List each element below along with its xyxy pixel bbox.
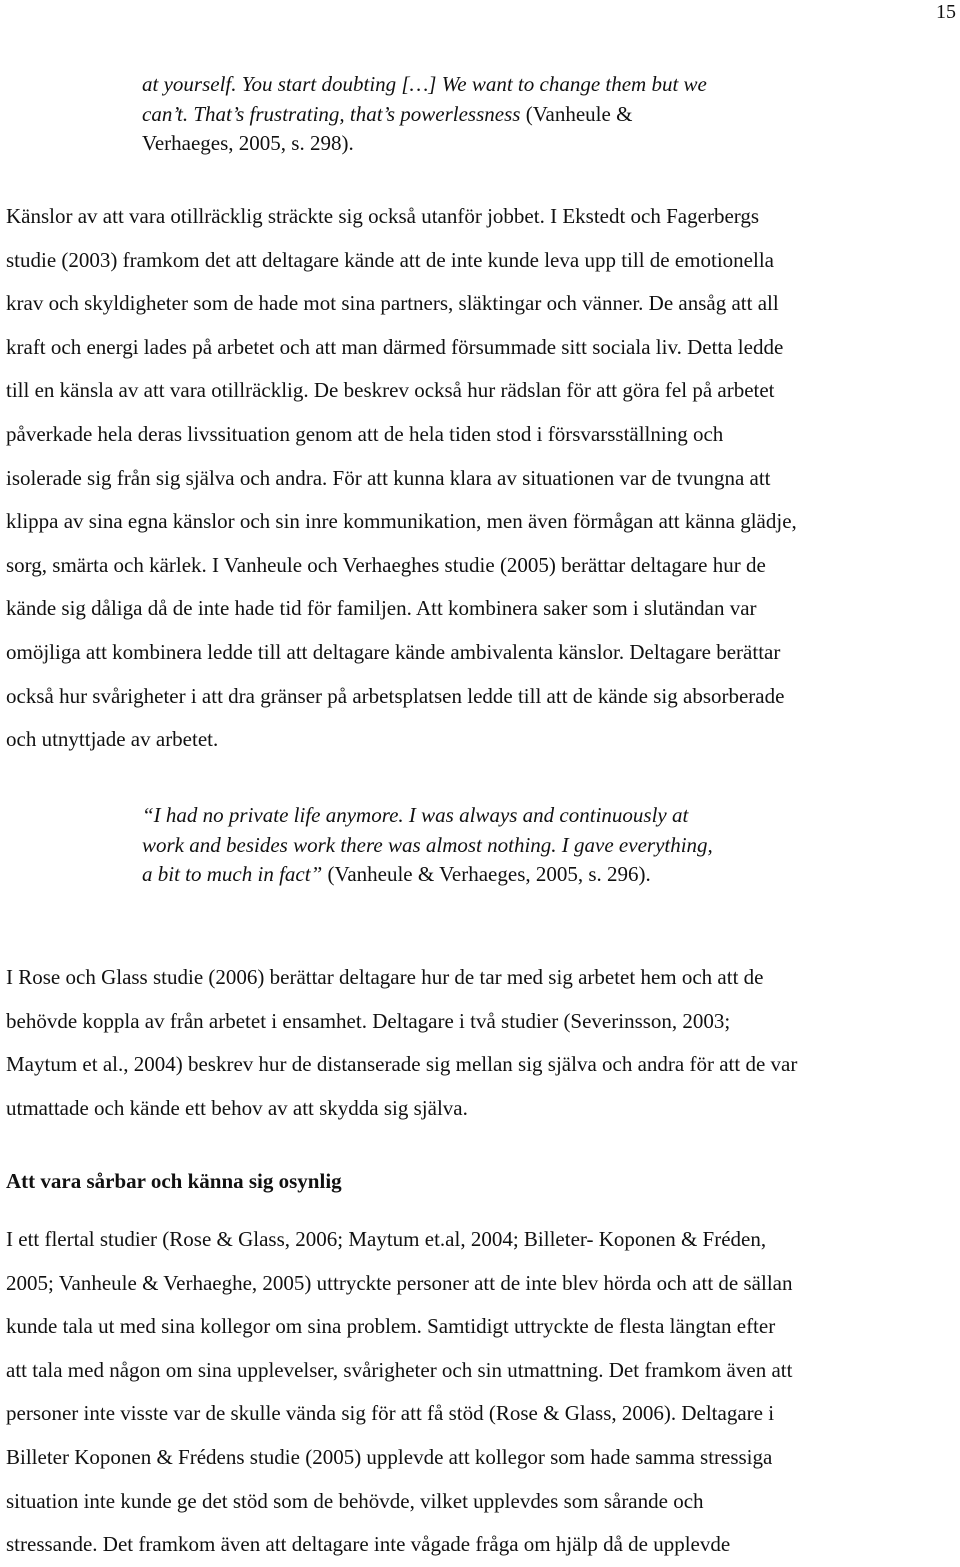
text-line: 2005; Vanheule & Verhaeghe, 2005) uttryckte personer att de inte blev hörda och att de sällan	[6, 1270, 793, 1295]
section-heading: Att vara sårbar och känna sig osynlig	[6, 1169, 342, 1193]
text-line: isolerade sig från sig själva och andra. För att kunna klara av situationen var de tvungna att	[6, 465, 771, 490]
text-line: stressande. Det framkom även att deltagare inte vågade fråga om hjälp då de upplevde	[6, 1532, 731, 1557]
text-line: att tala med någon om sina upplevelser, svårigheter och sin utmattning. Det framkom även att	[6, 1357, 793, 1382]
text-line: personer inte visste var de skulle vända sig för att få stöd (Rose & Glass, 2006). Deltagare i	[6, 1401, 775, 1426]
text-line: kunde tala ut med sina kollegor om sina problem. Samtidigt uttryckte de flesta längtan efter	[6, 1314, 776, 1339]
text-line: sorg, smärta och kärlek. I Vanheule och Verhaeghes studie (2005) berättar deltagare hur de	[6, 552, 766, 577]
text-line: kraft och energi lades på arbetet och att man därmed försummade sitt sociala liv. Detta ledde	[6, 334, 784, 359]
text-line: Känslor av att vara otillräcklig sträckte sig också utanför jobbet. I Ekstedt och Fagerbergs	[6, 204, 760, 228]
text-line: till en känsla av att vara otillräcklig. De beskrev också hur rädslan för att göra fel på arbetet	[6, 378, 775, 403]
text-line: I ett flertal studier (Rose & Glass, 2006; Maytum et.al, 2004; Billeter- Koponen & Fréden,	[6, 1227, 767, 1251]
paragraph-work-at-home	[6, 956, 956, 1130]
text-line: påverkade hela deras livssituation genom att de hela tiden stod i försvarsställning och	[6, 421, 724, 446]
text-line: utmattade och kände ett behov av att skydda sig själva.	[6, 1095, 468, 1120]
block-quote-private-life	[142, 801, 842, 890]
text-line: också hur svårigheter i att dra gränser på arbetsplatsen ledde till att de kände sig absorberade	[6, 683, 785, 708]
text-line: Maytum et al., 2004) beskrev hur de distanserade sig mellan sig själva och andra för att de var	[6, 1052, 798, 1077]
quote-line: can’t. That’s frustrating, that’s powerlessness (Vanheule &	[142, 101, 633, 126]
text-line: studie (2003) framkom det att deltagare kände att de inte kunde leva upp till de emotionella	[6, 247, 774, 272]
quote-line: at yourself. You start doubting […] We want to change them but we	[142, 72, 707, 96]
text-line: och utnyttjade av arbetet.	[6, 727, 219, 752]
page-number: 15	[936, 1, 956, 23]
text-line: situation inte kunde ge det stöd som de behövde, vilket upplevdes som sårande och	[6, 1488, 704, 1513]
text-line: kände sig dåliga då de inte hade tid för familjen. Att kombinera saker som i slutändan var	[6, 596, 757, 621]
paragraph-vulnerable	[6, 1218, 956, 1567]
paragraph-insufficiency	[6, 195, 956, 762]
text-line: krav och skyldigheter som de hade mot sina partners, släktingar och vänner. De ansåg att all	[6, 291, 779, 316]
quote-line: “I had no private life anymore. I was always and continuously at	[142, 803, 689, 827]
text-line: Billeter Koponen & Frédens studie (2005) upplevde att kollegor som hade samma stressiga	[6, 1444, 773, 1469]
text-line: omöjliga att kombinera ledde till att deltagare kände ambivalenta känslor. Deltagare berättar	[6, 639, 781, 664]
quote-line: a bit to much in fact” (Vanheule & Verhaeges, 2005, s. 296).	[142, 862, 651, 886]
block-quote-powerlessness	[142, 70, 842, 159]
quote-citation-line: Verhaeges, 2005, s. 298).	[142, 131, 354, 155]
quote-line: work and besides work there was almost nothing. I gave everything,	[142, 832, 713, 857]
text-line: behövde koppla av från arbetet i ensamhet. Deltagare i två studier (Severinsson, 2003;	[6, 1008, 731, 1033]
text-line: I Rose och Glass studie (2006) berättar deltagare hur de tar med sig arbetet hem och att de	[6, 965, 764, 989]
quote-citation: (Vanheule &	[520, 101, 633, 126]
quote-citation: (Vanheule & Verhaeges, 2005, s. 296).	[322, 862, 651, 886]
text-line: klippa av sina egna känslor och sin inre kommunikation, men även förmågan att känna glädje,	[6, 509, 797, 534]
